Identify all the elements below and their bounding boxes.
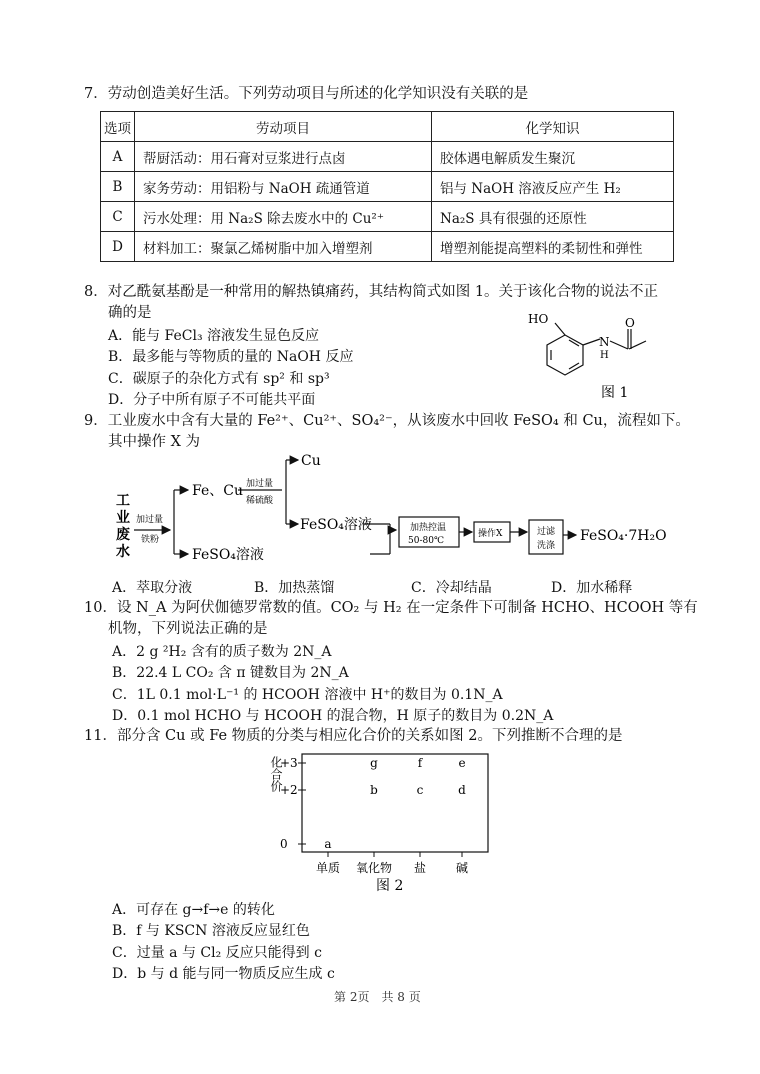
o-label: O (625, 316, 635, 330)
y-tick-label: +3 (280, 756, 298, 770)
table-cell: 家务劳动：用铝粉与 NaOH 疏通管道 (135, 172, 432, 202)
reagent2-line1: 加过量 (246, 479, 274, 489)
y-tick-label: +2 (280, 783, 298, 797)
figure1-structure (510, 305, 680, 403)
box1-line1: 加热控温 (410, 523, 447, 533)
q8-stem-line1: 8．对乙酰氨基酚是一种常用的解热镇痛药，其结构简式如图 1。关于该化合物的说法不正 (84, 284, 659, 300)
table-header-cell: 选项 (101, 112, 135, 142)
q10-option-d: D．0.1 mol HCHO 与 HCOOH 的混合物，H 原子的数目为 0.2N_A (112, 708, 554, 724)
y-axis-label: 化合价 (269, 756, 283, 792)
n-label: N (599, 335, 610, 349)
q11-option-c: C．过量 a 与 Cl₂ 反应只能得到 c (112, 945, 322, 961)
box3-line2: 洗涤 (537, 541, 556, 551)
ho-label: HO (528, 312, 549, 326)
feso4-solution-bottom: FeSO₄溶液 (192, 547, 264, 563)
product-label: FeSO₄·7H₂O (580, 528, 667, 544)
table-cell: 材料加工：聚氯乙烯树脂中加入增塑剂 (135, 232, 432, 262)
cu-label: Cu (301, 453, 321, 469)
q11-option-d: D．b 与 d 能与同一物质反应生成 c (112, 966, 335, 982)
chart-point-label: f (417, 756, 423, 770)
q9-stem-line1: 9．工业废水中含有大量的 Fe²⁺、Cu²⁺、SO₄²⁻，从该废水中回收 FeSO₄ 和 Cu，流程如下。 (84, 413, 690, 429)
figure2-chart (262, 748, 502, 896)
table-cell: 增塑剂能提高塑料的柔韧性和弹性 (432, 232, 674, 262)
table-cell: 帮厨活动：用石膏对豆浆进行点卤 (135, 142, 432, 172)
table-header-row (101, 112, 674, 142)
q8-option-b: B．最多能与等物质的量的 NaOH 反应 (108, 349, 354, 365)
table-cell: 胶体遇电解质发生聚沉 (432, 142, 674, 172)
table-header-cell: 化学知识 (432, 112, 674, 142)
q10-stem-line1: 10．设 N_A 为阿伏伽德罗常数的值。CO₂ 与 H₂ 在一定条件下可制备 HCHO、HCOOH 等有 (84, 600, 698, 616)
table-cell: D (101, 232, 135, 262)
table-cell: 污水处理：用 Na₂S 除去废水中的 Cu²⁺ (135, 202, 432, 232)
q11-option-b: B．f 与 KSCN 溶液反应显红色 (112, 923, 310, 939)
table-cell: Na₂S 具有很强的还原性 (432, 202, 674, 232)
flow-start-char: 工 (116, 493, 130, 509)
q10-option-b: B．22.4 L CO₂ 含 π 键数目为 2N_A (112, 665, 349, 681)
chart-point-label: c (416, 783, 424, 797)
q10-option-a: A．2 g ²H₂ 含有的质子数为 2N_A (112, 644, 332, 660)
reagent1-line1: 加过量 (136, 515, 164, 525)
chart-point-label: e (458, 756, 466, 770)
q9-flowchart (108, 450, 668, 575)
q9-option-b: B．加热蒸馏 (254, 580, 335, 596)
q8-stem-line2: 确的是 (108, 305, 152, 321)
page-footer: 第 2页 共 8 页 (334, 990, 421, 1004)
chart-point-label: g (370, 756, 378, 770)
h-label: H (600, 350, 609, 361)
reagent1-line2: 铁粉 (141, 535, 160, 545)
q8-option-d: D．分子中所有原子不可能共平面 (108, 392, 316, 408)
reagent2-line2: 稀硫酸 (246, 496, 274, 506)
figure1-caption: 图 1 (601, 385, 629, 401)
chart-point-label: d (458, 783, 466, 797)
table-row (101, 142, 674, 172)
q11-stem: 11．部分含 Cu 或 Fe 物质的分类与相应化合价的关系如图 2。下列推断不合理的是 (84, 728, 623, 744)
x-tick-label: 碱 (455, 861, 469, 875)
table-row (101, 172, 674, 202)
x-tick-label: 盐 (413, 861, 427, 875)
q7-table (100, 111, 674, 262)
y-tick-label: 0 (280, 837, 288, 851)
figure2-caption: 图 2 (376, 878, 404, 894)
q9-option-c: C．冷却结晶 (411, 580, 492, 596)
fe-cu-label: Fe、Cu (192, 483, 243, 499)
q9-option-d: D．加水稀释 (551, 580, 633, 596)
flow-start-char: 业 (116, 510, 130, 526)
q11-option-a: A．可存在 g→f→e 的转化 (112, 902, 275, 918)
q8-option-a: A．能与 FeCl₃ 溶液发生显色反应 (108, 328, 320, 344)
chart-point-label: a (324, 837, 332, 851)
table-header-cell: 劳动项目 (135, 112, 432, 142)
x-tick-label: 单质 (315, 861, 341, 875)
x-tick-label: 氧化物 (355, 861, 393, 875)
table-cell: 铝与 NaOH 溶液反应产生 H₂ (432, 172, 674, 202)
q8-option-c: C．碳原子的杂化方式有 sp² 和 sp³ (108, 371, 330, 387)
q9-option-a: A．萃取分液 (112, 580, 193, 596)
q10-option-c: C．1L 0.1 mol·L⁻¹ 的 HCOOH 溶液中 H⁺的数目为 0.1N_A (112, 687, 503, 703)
q10-stem-line2: 机物，下列说法正确的是 (108, 621, 268, 637)
box2-label: 操作X (478, 529, 503, 539)
table-cell: C (101, 202, 135, 232)
table-cell: B (101, 172, 135, 202)
box3-line1: 过滤 (537, 527, 556, 537)
table-row (101, 232, 674, 262)
chart-point-label: b (370, 783, 378, 797)
flow-start-char: 水 (116, 544, 130, 560)
box1-line2: 50-80℃ (408, 536, 445, 546)
flow-start-char: 废 (116, 527, 130, 543)
feso4-solution-top: FeSO₄溶液 (300, 517, 372, 533)
table-cell: A (101, 142, 135, 172)
table-row (101, 202, 674, 232)
benzene-ring (547, 323, 646, 375)
q9-stem-line2: 其中操作 X 为 (108, 434, 201, 450)
q7-stem: 7．劳动创造美好生活。下列劳动项目与所述的化学知识没有关联的是 (84, 86, 529, 102)
